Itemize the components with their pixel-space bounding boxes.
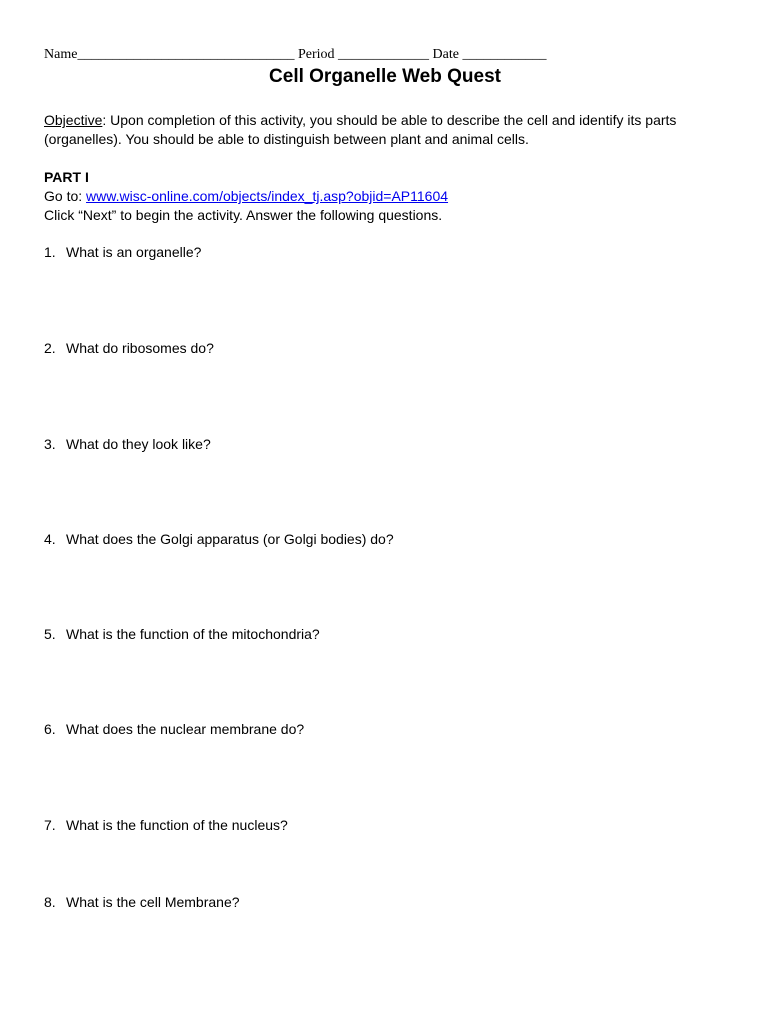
part-one-heading: PART I xyxy=(44,169,89,185)
question-item xyxy=(44,340,214,356)
student-info-line xyxy=(44,47,546,63)
question-item xyxy=(44,894,240,910)
question-item xyxy=(44,817,288,833)
question-number: 3. xyxy=(44,436,56,452)
question-text: What is the function of the nucleus? xyxy=(66,817,288,833)
question-number: 1. xyxy=(44,244,56,260)
question-item xyxy=(44,436,211,452)
date-blank: ____________ xyxy=(462,47,547,62)
objective-paragraph xyxy=(44,111,744,149)
page-title: Cell Organelle Web Quest xyxy=(269,66,501,87)
instruction-line: Click “Next” to begin the activity. Answer the following questions. xyxy=(44,207,443,223)
question-item xyxy=(44,721,304,737)
question-text: What is the function of the mitochondria? xyxy=(66,626,320,642)
question-number: 8. xyxy=(44,894,56,910)
goto-prefix: Go to: xyxy=(44,188,87,204)
activity-link[interactable]: www.wisc-online.com/objects/index_tj.asp?objid=AP11604 xyxy=(86,188,449,204)
question-number: 2. xyxy=(44,340,56,356)
question-text: What do ribosomes do? xyxy=(66,340,214,356)
name-label: Name xyxy=(44,47,78,62)
question-text: What does the nuclear membrane do? xyxy=(66,721,305,737)
question-number: 4. xyxy=(44,531,56,547)
question-text: What does the Golgi apparatus (or Golgi bodies) do? xyxy=(66,531,394,547)
question-text: What is an organelle? xyxy=(66,244,202,260)
question-item xyxy=(44,626,320,642)
part-one-section xyxy=(44,168,744,225)
period-blank: _____________ xyxy=(338,47,429,62)
question-text: What is the cell Membrane? xyxy=(66,894,240,910)
date-label: Date xyxy=(432,47,459,62)
question-number: 6. xyxy=(44,721,56,737)
question-number: 7. xyxy=(44,817,56,833)
objective-label: Objective xyxy=(44,112,103,128)
period-label: Period xyxy=(297,47,335,62)
question-number: 5. xyxy=(44,626,56,642)
question-item xyxy=(44,531,394,547)
objective-text: : Upon completion of this activity, you should be able to describe the cell and identify its parts (organelles). You should be able to distinguish between plant and animal cells. xyxy=(44,112,677,147)
goto-line xyxy=(44,187,744,206)
question-text: What do they look like? xyxy=(66,436,211,452)
question-item xyxy=(44,244,201,260)
name-blank: _______________________________ xyxy=(77,47,295,62)
